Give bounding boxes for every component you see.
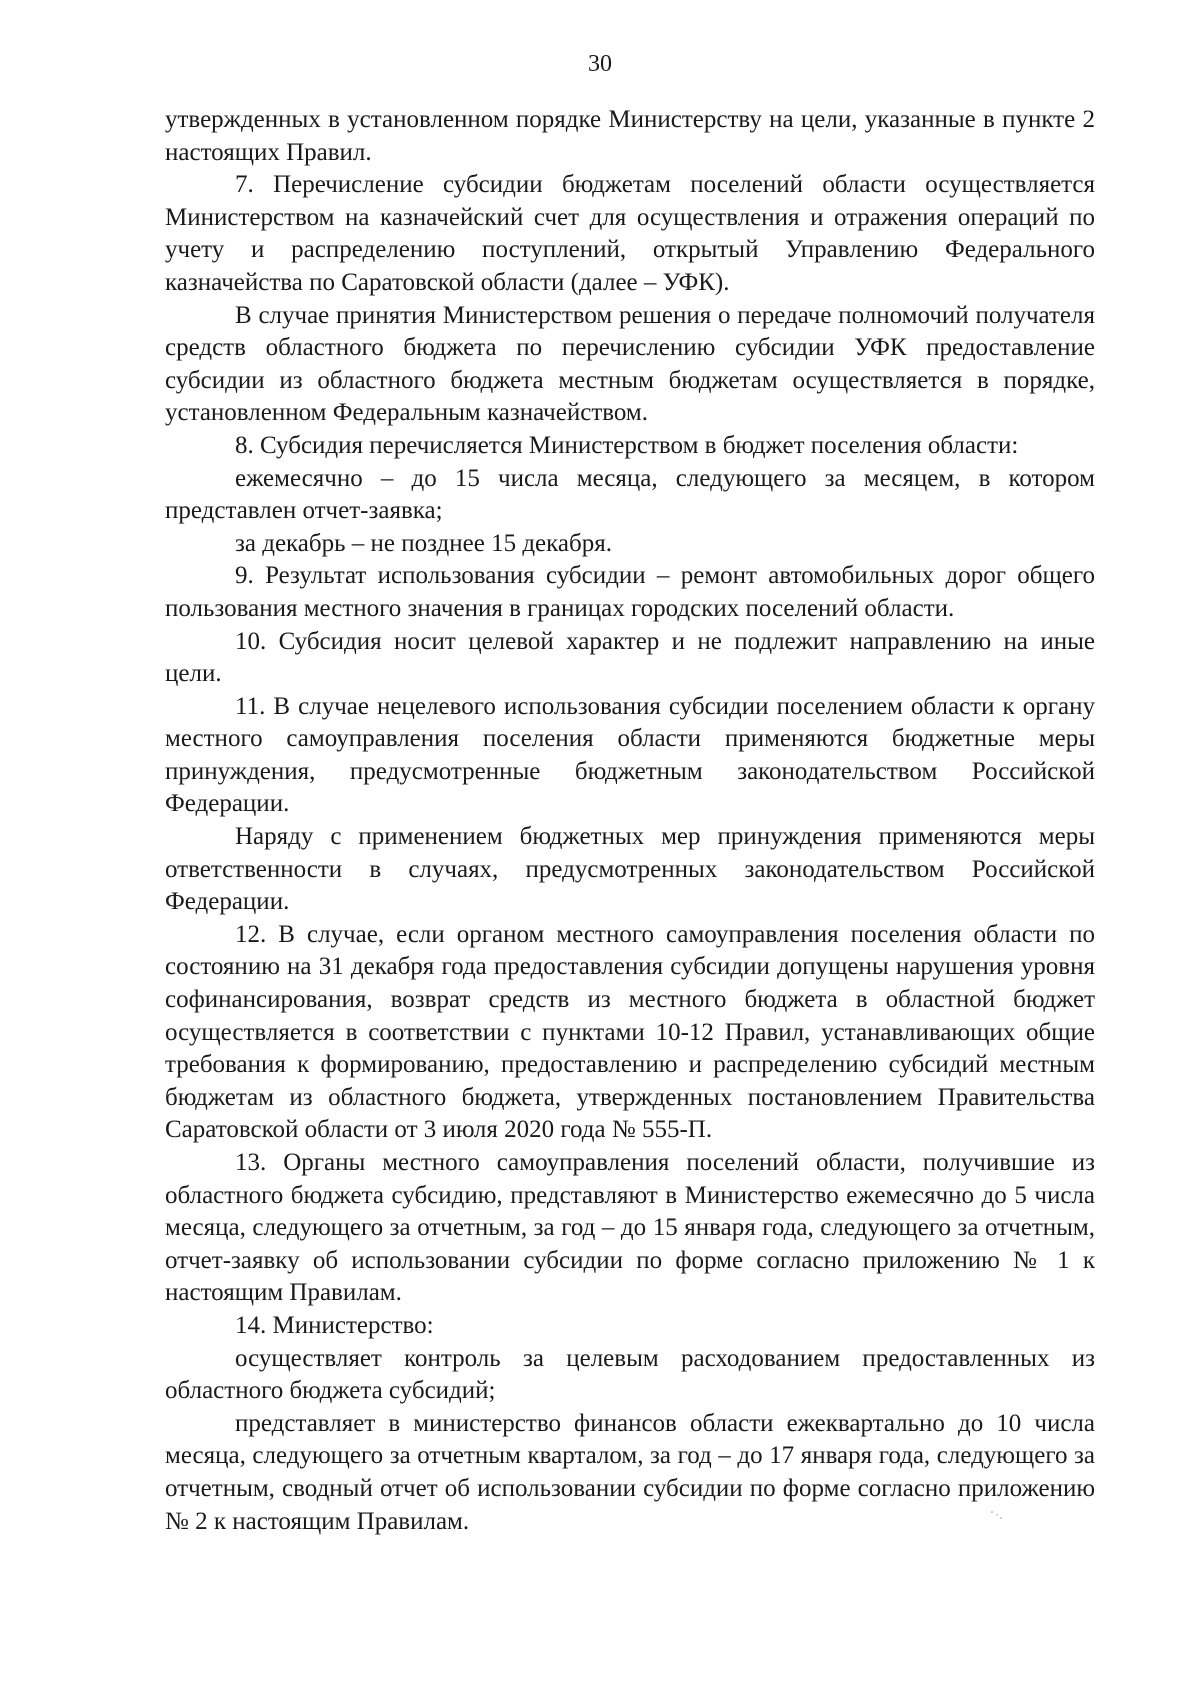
paragraph-ufk-delegation: В случае принятия Министерством решения о передаче полномочий получателя средств областного бюджета по перечислению субсидии УФК предоставление субсидии из областного бюджета местным бюджетам осуществляется в порядке, установленном Федеральным казначейством. [165, 301, 1095, 427]
paragraph-december-transfer: за декабрь – не позднее 15 декабря. [235, 529, 612, 557]
paragraph-item-12: 12. В случае, если органом местного самоуправления поселения области по состоянию на 31 декабря года предоставления субсидии допущены нарушения уровня софинансирования, возврат средств из местного бюджета в областной бюджет осуществляется в соответствии с пунктами 10-12 Правил, устанавливающих общие требования к формированию, предоставлению и распределению субсидий местным бюджетам из областного бюджета, утвержденных постановлением Правительства Саратовской области от 3 июля 2020 года № 555-П. [165, 920, 1095, 1144]
paragraph-continuation: утвержденных в установленном порядке Министерству на цели, указанные в пункте 2 настоящих Правил. [165, 106, 1095, 166]
paragraph-item-11: 11. В случае нецелевого использования субсидии поселением области к органу местного самоуправления поселения области применяются бюджетные меры принуждения, предусмотренные бюджетным законодательством Российской Федерации. [165, 692, 1095, 818]
paragraph-item-9: 9. Результат использования субсидии – ремонт автомобильных дорог общего пользования местного значения в границах городских поселений области. [165, 562, 1095, 622]
page-number: 30 [588, 51, 612, 77]
paragraph-reporting-duty: представляет в министерство финансов области ежеквартально до 10 числа месяца, следующего за отчетным кварталом, за год – до 17 января года, следующего за отчетным, сводный отчет об использовании субсидии по форме согласно приложению № 2 к настоящим Правилам. [165, 1409, 1095, 1535]
paragraph-liability-measures: Наряду с применением бюджетных мер принуждения применяются меры ответственности в случаях, предусмотренных законодательством Российской Федерации. [165, 823, 1095, 916]
paragraph-item-7: 7. Перечисление субсидии бюджетам поселений области осуществляется Министерством на казначейский счет для осуществления и отражения операций по учету и распределению поступлений, открытый Управлению Федерального казначейства по Саратовской области (далее – УФК). [165, 171, 1095, 296]
paragraph-control-duty: осуществляет контроль за целевым расходованием предоставленных из областного бюджета субсидий; [165, 1344, 1095, 1405]
scan-speck-marks [990, 1510, 1004, 1520]
paragraph-item-8: 8. Субсидия перечисляется Министерством в бюджет поселения области: [235, 431, 1019, 459]
paragraph-item-10: 10. Субсидия носит целевой характер и не подлежит направлению на иные цели. [165, 627, 1095, 688]
paragraph-monthly-transfer: ежемесячно – до 15 числа месяца, следующего за месяцем, в котором представлен отчет-заявка; [165, 464, 1095, 525]
paragraph-item-14: 14. Министерство: [235, 1311, 434, 1339]
paragraph-item-13: 13. Органы местного самоуправления поселений области, получившие из областного бюджета субсидию, представляют в Министерство ежемесячно до 5 числа месяца, следующего за отчетным, за год – до 15 января года, следующего за отчетным, отчет-заявку об использовании субсидии по форме согласно приложению № 1 к настоящим Правилам. [165, 1149, 1095, 1307]
document-body [165, 104, 1095, 1538]
